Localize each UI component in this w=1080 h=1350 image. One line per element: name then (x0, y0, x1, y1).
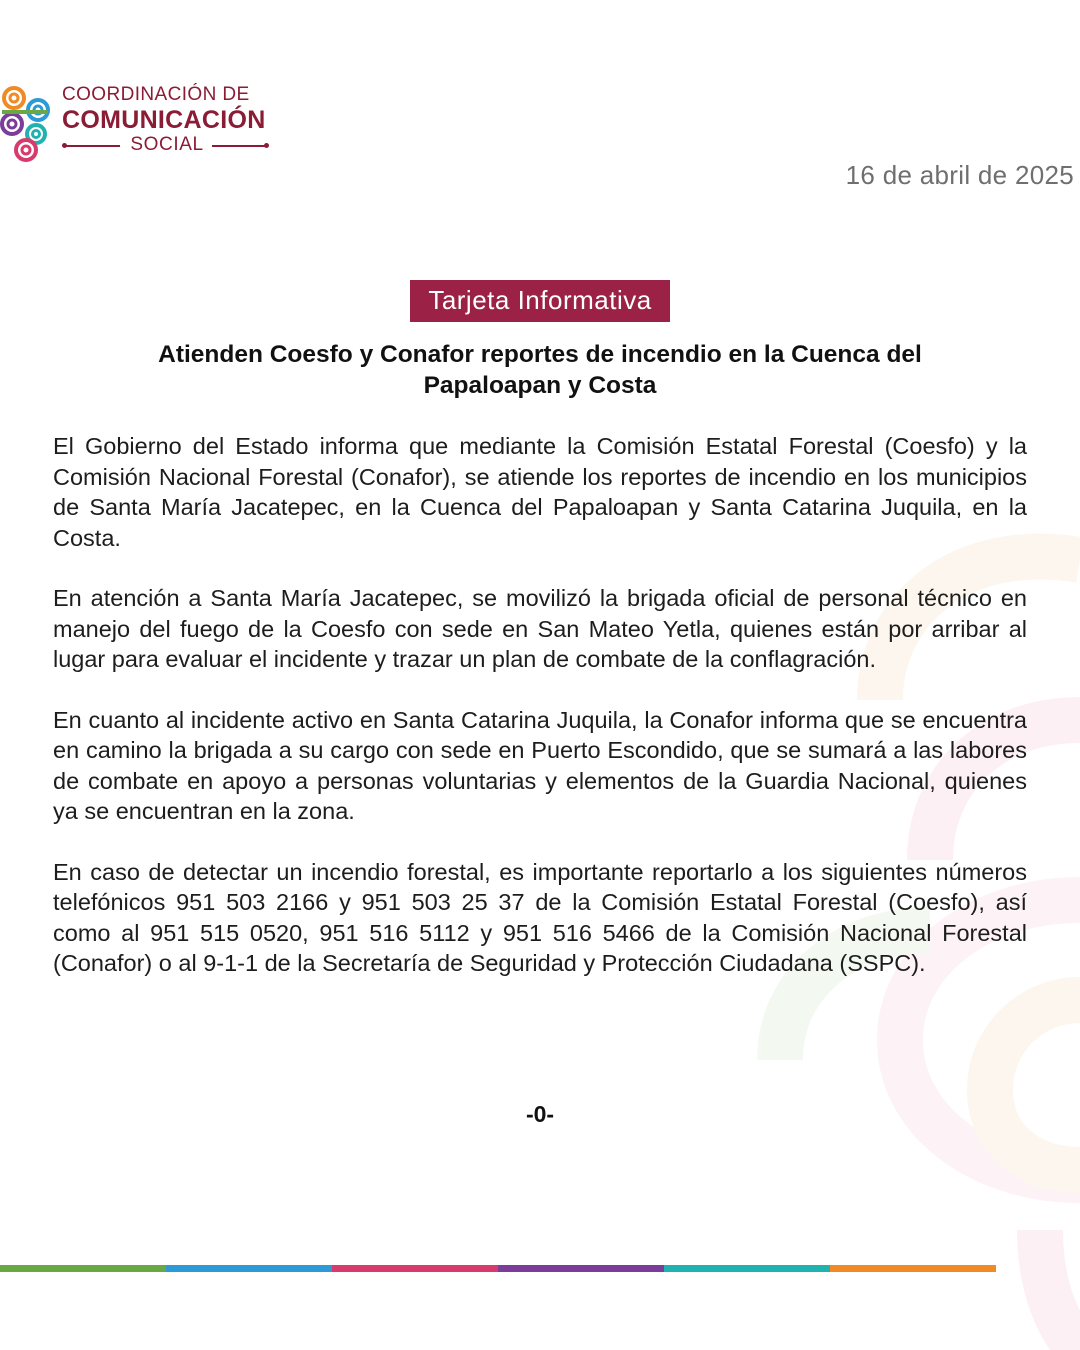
paragraph-2: En atención a Santa María Jacatepec, se movilizó la brigada oficial de personal técnico en manejo del fuego de la Coesfo con sede en San Mateo Yetla, quienes están por arribar al lugar para evaluar el incidente y trazar un plan de combate de la conflagración. (53, 585, 1027, 672)
logo-rule-left (64, 145, 120, 147)
stripe-segment-purple (498, 1265, 664, 1272)
stripe-segment-green (0, 1265, 166, 1272)
paragraph-3: En cuanto al incidente activo en Santa Catarina Juquila, la Conafor informa que se encuentra en camino la brigada a su cargo con sede en Puerto Escondido, que se sumará a las labores de combate en apoyo a personas voluntarias y elementos de la Guardia Nacional, quienes ya se encuentran en la zona. (53, 706, 1027, 824)
color-stripe-footer (0, 1265, 996, 1272)
badge-container (0, 280, 1080, 322)
closing-mark: -0- (525, 1101, 555, 1127)
headline: Atienden Coesfo y Conafor reportes de incendio en la Cuenca del Papaloapan y Costa (158, 341, 922, 399)
stripe-segment-blue (166, 1265, 332, 1272)
logo-line-3 (62, 134, 270, 156)
logo-rule-dot-right (264, 143, 269, 148)
logo-rule-right (212, 145, 266, 147)
publication-date: 16 de abril de 2025 (845, 160, 1074, 190)
stripe-segment-pink (332, 1265, 498, 1272)
paragraph-1: El Gobierno del Estado informa que mediante la Comisión Estatal Forestal (Coesfo) y la Comisión Nacional Forestal (Conafor), se atiende los reportes de incendio en los municipios de Santa María Jacatepec, en la Cuenca del Papaloapan y Santa Catarina Juquila, en la Costa. (53, 433, 1027, 551)
logo-line-2: COMUNICACIÓN (62, 106, 266, 134)
brand-logo (0, 76, 290, 166)
document-type-badge: Tarjeta Informativa (410, 280, 669, 322)
spiral-logo-icon (0, 80, 52, 164)
logo-social-word: SOCIAL (130, 134, 204, 155)
article-body (53, 431, 1027, 1009)
paragraph-4: En caso de detectar un incendio forestal, es importante reportarlo a los siguientes números telefónicos 951 503 2166 y 951 503 25 37 de la Comisión Estatal Forestal (Coesfo), así como al 951 515 0520, 951 516 5112 y 951 516 5466 de la Comisión Nacional Forestal (Conafor) o al 9-1-1 de la Secretaría de Seguridad y Protección Ciudadana (SSPC). (53, 858, 1027, 976)
stripe-segment-orange (830, 1265, 996, 1272)
stripe-segment-teal (664, 1265, 830, 1272)
logo-line-1: COORDINACIÓN DE (62, 84, 250, 105)
